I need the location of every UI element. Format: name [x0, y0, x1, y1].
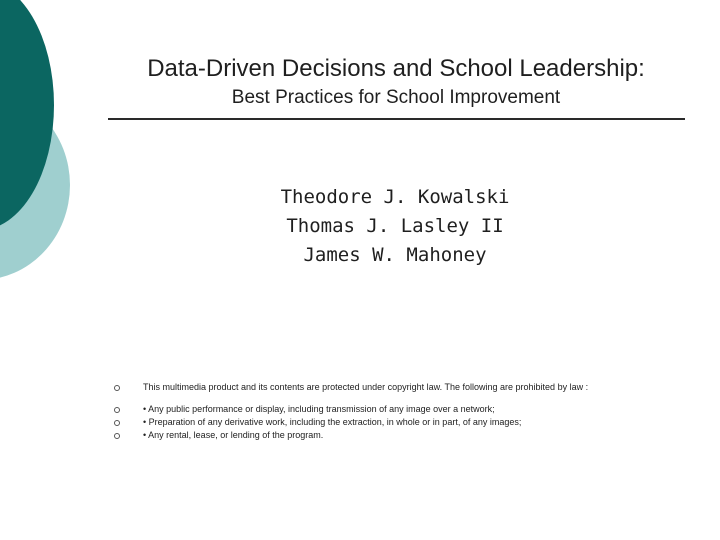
notice-text: • Any rental, lease, or lending of the program. — [143, 430, 324, 440]
title-divider — [108, 118, 685, 120]
notice-text: • Preparation of any derivative work, including the extraction, in whole or in part, of any images; — [143, 417, 522, 427]
slide-subtitle: Best Practices for School Improvement — [231, 87, 561, 108]
decorative-circles — [0, 0, 110, 300]
author-name: Thomas J. Lasley II — [286, 215, 504, 237]
list-item — [110, 382, 690, 404]
circle-bullet-icon — [114, 385, 120, 391]
notice-text: • Any public performance or display, including transmission of any image over a network; — [143, 404, 495, 414]
list-item — [110, 417, 690, 430]
list-item — [110, 404, 690, 417]
slide-title: Data-Driven Decisions and School Leadership: — [147, 55, 645, 82]
author-list — [180, 183, 610, 270]
list-item — [110, 430, 690, 443]
copyright-notice — [110, 382, 690, 443]
circle-bullet-icon — [114, 433, 120, 439]
circle-bullet-icon — [114, 407, 120, 413]
notice-text: This multimedia product and its contents are protected under copyright law. The following are prohibited by law : — [143, 382, 589, 392]
author-name: James W. Mahoney — [303, 244, 487, 266]
circle-bullet-icon — [114, 420, 120, 426]
author-name: Theodore J. Kowalski — [280, 186, 510, 208]
